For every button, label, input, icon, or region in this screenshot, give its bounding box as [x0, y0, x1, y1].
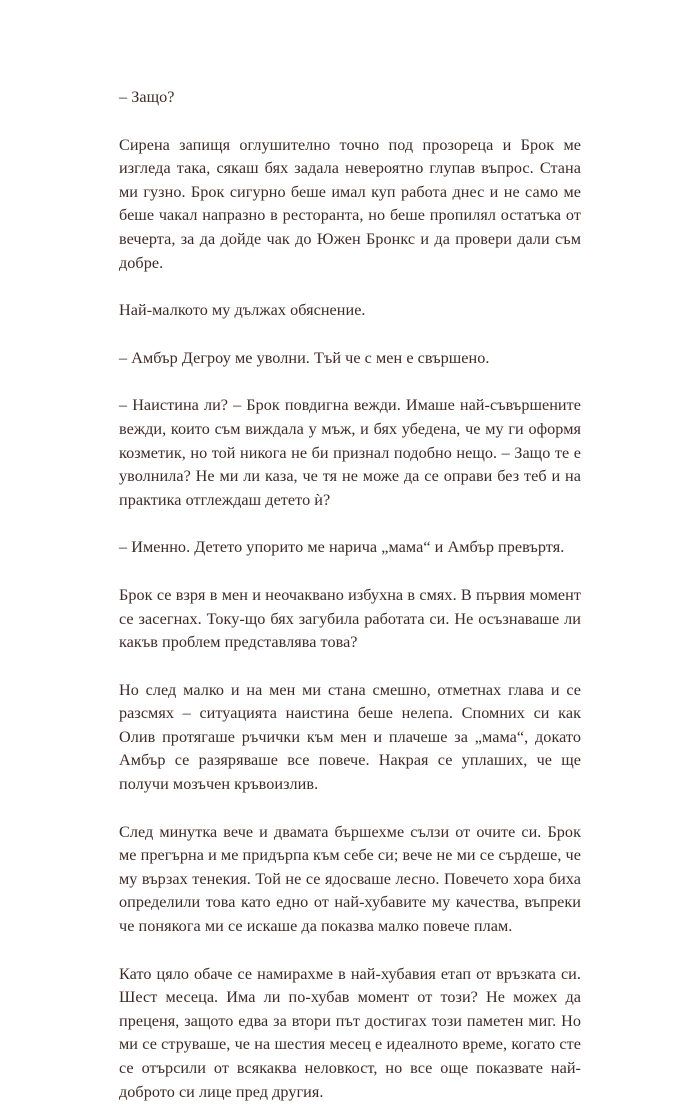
paragraph-laughter: Брок се взря в мен и неочаквано избухна в смях. В първия момент се засегнах. Току-що бях загубила работата си. Не осъзнаваше ли какъв проблем представлява това? [119, 585, 581, 652]
paragraph-six-months: Като цяло обаче се намирахме в най-хубавия етап от връзката си. Шест месеца. Има ли по-хубав момент от този? Не можех да преценя, защото едва за втори път достигах този паметен миг. Но ми се струваше, че на шестия месец е идеалното време, когато сте се отърсили от всякаква неловкост, но все още показвате най-доброто си лице пред другия. [119, 964, 581, 1101]
paragraph-explanation: Най-малкото му дължах обяснение. [119, 301, 366, 320]
paragraph-fired: – Амбър Дегроу ме уволни. Тъй че с мен е свършено. [119, 348, 490, 367]
paragraph-eyebrows: – Наистина ли? – Брок повдигна вежди. Имаше най-съвършените вежди, които съм виждала у мъж, и бях убедена, че му ги оформя козметик, но той никога не би признал подобно нещо. – Защо те е уволнила? Не ми ли каза, че тя не може да се оправи без теб и на практика отглеждаш детето ѝ? [119, 396, 581, 509]
paragraph-tears: След минутка вече и двамата бършехме сълзи от очите си. Брок ме прегърна и ме придърпа към себе си; вече не ми се сърдеше, че му вързах тенекия. Той не се ядосваше лесно. Повечето хора биха определили това като едно от най-хубавите му качества, въпреки че понякога ми се искаше да показва малко повече плам. [119, 822, 581, 936]
paragraph-dialogue-why: – Защо? [119, 88, 175, 106]
paragraph-mama: – Именно. Детето упорито ме нарича „мама“ и Амбър превъртя. [119, 538, 565, 557]
paragraph-olive: Но след малко и на мен ми стана смешно, отметнах глава и се разсмях – ситуацията наистина беше нелепа. Спомних си как Олив протягаше ръчички към мен и плачеше за „мама“, докато Амбър се разяряваше все повече. Накрая се уплаших, че ще получи мозъчен кръвоизлив. [119, 680, 581, 794]
paragraph-siren: Сирена запищя оглушително точно под прозореца и Брок ме изгледа така, сякаш бях задала невероятно глупав въпрос. Стана ми гузно. Брок сигурно беше имал куп работа днес и не само ме беше чакал напразно в ресторанта, но беше пропилял остатъка от вечерта, за да дойде чак до Южен Бронкс и да провери дали съм добре. [119, 135, 581, 272]
